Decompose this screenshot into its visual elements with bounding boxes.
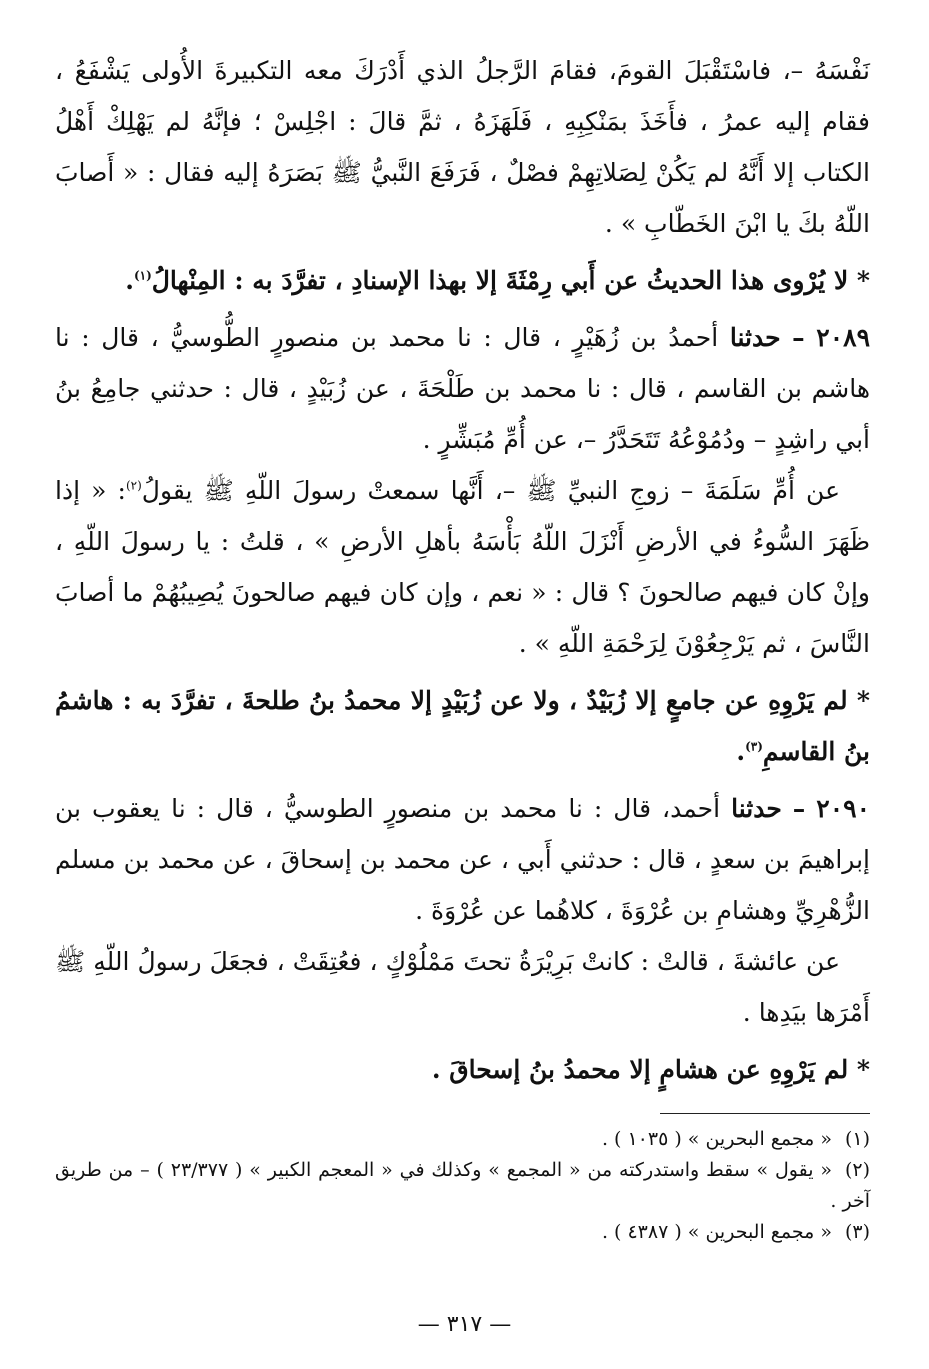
footnote-text: « يقول » سقط واستدركته من « المجمع » وكذلك في « المعجم الكبير » ( ٢٣/٣٧٧ ) – من طريق آخر . <box>55 1159 870 1212</box>
footnote-number: (٣) <box>844 1221 870 1243</box>
previous-note-text: لا يُرْوى هذا الحديثُ عن أَبي رِمْثَةَ إلا بهذا الإسنادِ ، تفرَّدَ به : المِنْهالُ <box>151 266 849 295</box>
footnotes <box>55 1124 870 1248</box>
hadith-2089-opener: حدثنا <box>729 323 781 352</box>
hadith-2089-note <box>55 675 870 777</box>
footnote-1 <box>55 1124 870 1155</box>
hadith-2089-matn-a: عن أُمِّ سَلَمَةَ – زوجِ النبيِّ ﷺ –، أَنَّها سمعتْ رسولَ اللّهِ ﷺ يقولُ <box>141 476 840 505</box>
footnote-ref-3: (٣) <box>745 739 763 754</box>
footnote-ref-1: (١) <box>133 268 152 283</box>
hadith-2090-isnad-text: أحمد، قال : نا محمد بن منصورٍ الطوسيُّ ، قال : نا يعقوب بن إبراهيمَ بن سعدٍ ، قال : حدثني أَبي ، عن محمد بن إسحاقَ ، عن محمد بن مسلم الزُّهْرِيِّ وهشامِ بن عُرْوَةَ ، كلاهُما عن عُرْوَةَ . <box>55 794 870 925</box>
hadith-2089-note-text: لم يَرْوِهِ عن جامعٍ إلا زُبَيْدٌ ، ولا عن زُبَيْدٍ إلا محمدُ بنُ طلحةَ ، تفرَّدَ به : هاشمُ بنُ القاسمِ <box>55 686 870 766</box>
note-star-icon: * <box>856 266 870 295</box>
footnote-number: (١) <box>844 1128 870 1150</box>
hadith-2090-note <box>55 1044 870 1095</box>
footnote-number: (٢) <box>844 1159 870 1181</box>
hadith-2089-isnad-text: أحمدُ بن زُهَيْرٍ ، قال : نا محمد بن منصورٍ الطُّوسيُّ ، قال : نا هاشم بن القاسم ، قال : نا محمد بن طَلْحَةَ ، عن زُبَيْدٍ ، قال : حدثني جامِعُ بنُ أبي راشِدٍ – ودُمُوْعُهُ تَتَحَدَّرُ –، عن أُمِّ مُبَشِّرٍ . <box>55 323 870 454</box>
previous-note-end: . <box>125 266 134 295</box>
previous-hadith-continuation <box>55 45 870 249</box>
hadith-2089-note-end: . <box>736 737 746 766</box>
footnote-3 <box>55 1217 870 1248</box>
previous-hadith-note <box>55 255 870 306</box>
page-body <box>55 45 870 1248</box>
hadith-2090-note-text: لم يَرْوِهِ عن هشامٍ إلا محمدُ بنُ إسحاقَ . <box>431 1055 849 1084</box>
hadith-2090-matn-text: عن عائشةَ ، قالتْ : كانتْ بَرِيْرَةُ تحتَ مَمْلُوْكٍ ، فعُتِقَتْ ، فجعَلَ رسولُ اللّهِ ﷺ أَمْرَها بيَدِها . <box>55 947 870 1027</box>
hadith-2090-number: ٢٠٩٠ <box>816 794 870 823</box>
hadith-2090-matn <box>55 936 870 1038</box>
page-number: — ٣١٧ — <box>417 1312 512 1337</box>
hadith-2090-isnad <box>55 783 870 936</box>
footnote-divider <box>660 1113 870 1114</box>
hadith-2090-opener: حدثنا <box>731 794 782 823</box>
note-star-icon: * <box>856 1055 870 1084</box>
hadith-2089-isnad <box>55 312 870 465</box>
hadith-2089-matn <box>55 465 870 669</box>
footnote-ref-2: (٢) <box>125 478 142 493</box>
previous-hadith-text: نَفْسَهُ –، فاسْتَقْبَلَ القومَ، فقامَ الرَّجلُ الذي أَدْرَكَ معه التكبيرةَ الأُولى يَشْفَعُ ، فقام إليه عمرُ ، فأَخَذَ بمَنْكِبِهِ ، فَلَهَزَهُ ، ثمَّ قالَ : اجْلِسْ ؛ فإنَّهُ لم يَهْلِكْ أَهْلُ الكتاب إلا أَنَّهُ لم يَكُنْ لِصَلاتِهِمْ فصْلٌ ، فَرَفَعَ النَّبيُّ ﷺ بَصَرَهُ إليه فقال : « أَصابَ اللّهُ بكَ يا ابْنَ الخَطّابِ » . <box>55 56 870 238</box>
hadith-2090-dash: – <box>792 794 806 823</box>
hadith-2089-matn-b: : « إذا ظَهَرَ السُّوءُ في الأرضِ أَنْزَلَ اللّهُ بَأْسَهُ بأهلِ الأرضِ » ، قلتُ : يا رسولَ اللّهِ ، وإنْ كان فيهم صالحونَ ؟ قال : « نعم ، وإن كان فيهم صالحونَ يُصِيبُهُمْ ما أصابَ النَّاسَ ، ثم يَرْجِعُوْنَ لِرَحْمَةِ اللّهِ » . <box>55 476 870 658</box>
hadith-2089-number: ٢٠٨٩ <box>816 323 871 352</box>
hadith-2089-dash: – <box>792 323 805 352</box>
footnote-text: « مجمع البحرين » ( ١٠٣٥ ) . <box>601 1128 832 1150</box>
footnote-2 <box>55 1155 870 1217</box>
footnote-text: « مجمع البحرين » ( ٤٣٨٧ ) . <box>601 1221 832 1243</box>
note-star-icon: * <box>856 686 870 715</box>
